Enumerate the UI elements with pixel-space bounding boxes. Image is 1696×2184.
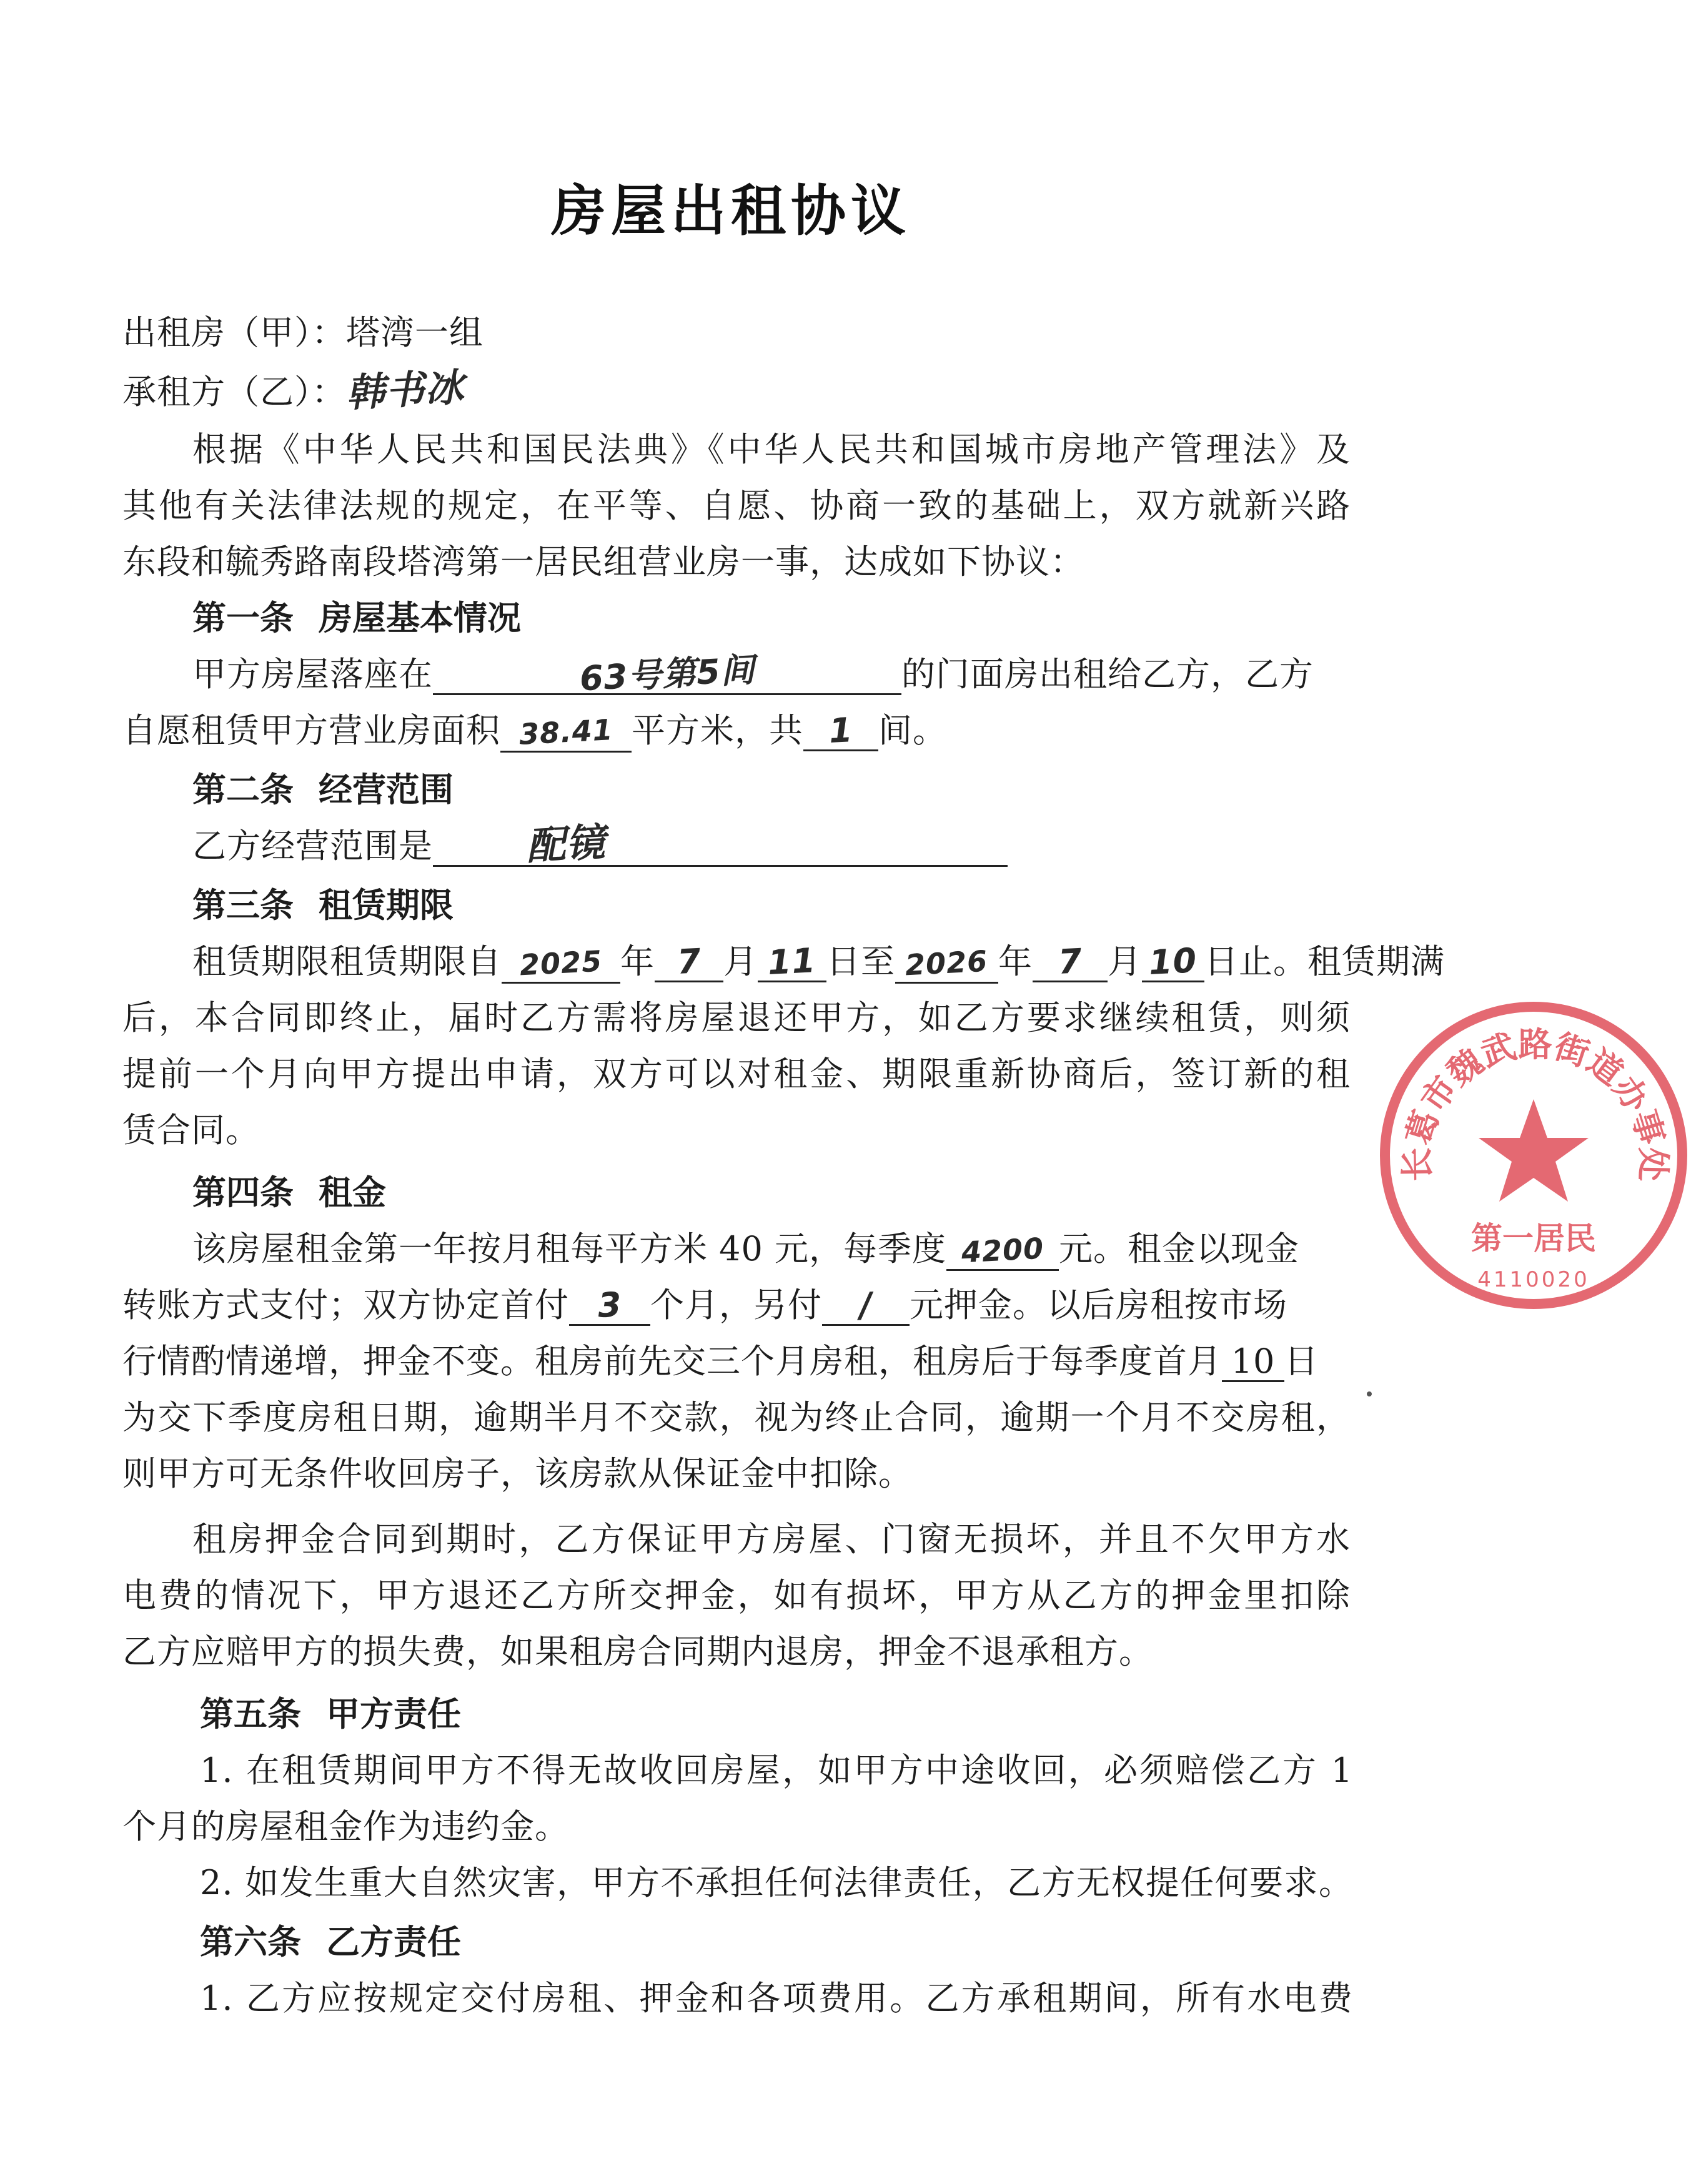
first-payment-label: 转账方式支付；双方协定首付 <box>122 1285 569 1325</box>
intro-line-3: 东段和毓秀路南段塔湾第一居民组营业房一事，达成如下协议： <box>122 542 1084 581</box>
lessee-line <box>122 364 465 416</box>
article-4-line-5: 则甲方可无条件收回房子，该房款从保证金中扣除。 <box>122 1454 913 1493</box>
article-3-line-3: 提前一个月向甲方提出申请，双方可以对租金、期限重新协商后，签订新的租 <box>122 1054 1351 1094</box>
rent-payment-text: 元。租金以现金 <box>1059 1229 1300 1268</box>
article-5-item-2: 2. 如发生重大自然灾害，甲方不承担任何法律责任，乙方无权提任何要求。 <box>200 1863 1353 1902</box>
lessor-line <box>122 311 484 355</box>
lessor-value: 塔湾一组 <box>346 313 484 352</box>
start-day-field <box>758 943 826 982</box>
article-4-title: 租金 <box>319 1173 386 1212</box>
lessee-signature: 韩书冰 <box>345 364 465 416</box>
article-6-number: 第六条 <box>200 1922 301 1962</box>
start-month-value: 7 <box>676 941 702 982</box>
article-5-title: 甲方责任 <box>326 1694 461 1734</box>
business-scope-value: 配镜 <box>525 819 607 869</box>
end-month-field <box>1033 943 1108 982</box>
article-5-number: 第五条 <box>200 1694 301 1734</box>
stray-mark <box>1367 1391 1372 1396</box>
article-3-number: 第三条 <box>192 886 294 925</box>
deposit-value: / <box>858 1285 873 1325</box>
term-label: 租赁期限租赁期限自 <box>192 942 502 981</box>
article-5-item-1-line-2: 个月的房屋租金作为违约金。 <box>122 1807 569 1846</box>
start-month-unit: 月 <box>723 942 758 981</box>
seal-code: 4110020 <box>1477 1267 1590 1292</box>
start-year-unit: 年 <box>620 942 655 981</box>
article-1-title: 房屋基本情况 <box>319 598 521 638</box>
article-2-title: 经营范围 <box>319 770 454 809</box>
business-scope-label: 乙方经营范围是 <box>192 826 433 866</box>
article-1-line-2 <box>122 709 947 753</box>
article-1-text-post: 的门面房出租给乙方，乙方 <box>901 655 1314 694</box>
pay-day-label: 行情酌情递增，押金不变。租房前先交三个月房租，租房后于每季度首月 <box>122 1342 1222 1381</box>
article-6-title: 乙方责任 <box>326 1922 461 1962</box>
article-3-title: 租赁期限 <box>319 886 454 925</box>
pay-day-field <box>1222 1343 1284 1382</box>
article-4-heading <box>192 1171 386 1215</box>
article-4-line-4: 为交下季度房租日期，逾期半月不交款，视为终止合同，逾期一个月不交房租， <box>122 1398 1351 1437</box>
deposit-text: 元押金。以后房租按市场 <box>910 1285 1287 1325</box>
rent-label: 该房屋租金第一年按月租每平方米 40 元，每季度 <box>192 1229 947 1268</box>
article-6-item-1-line-1: 1. 乙方应按规定交付房租、押金和各项费用。乙方承租期间，所有水电费 <box>200 1979 1353 2018</box>
article-4-line-3 <box>122 1340 1319 1383</box>
end-month-unit: 月 <box>1108 942 1142 981</box>
seal-ring-text: 长葛市魏武路街道办事处 <box>1397 1024 1673 1182</box>
end-month-value: 7 <box>1057 941 1083 982</box>
article-3-heading <box>192 884 454 927</box>
article-2-number: 第二条 <box>192 770 294 809</box>
pay-day-value: 10 <box>1231 1342 1276 1381</box>
first-months-field <box>569 1287 650 1326</box>
article-4-para2-line-2: 电费的情况下，甲方退还乙方所交押金，如有损坏，甲方从乙方的押金里扣除 <box>122 1576 1351 1615</box>
first-months-value: 3 <box>597 1285 623 1325</box>
article-3-line-2: 后，本合同即终止，届时乙方需将房屋退还甲方，如乙方要求继续租赁，则须 <box>122 998 1351 1037</box>
end-year-unit: 年 <box>998 942 1033 981</box>
official-seal <box>1371 993 1696 1318</box>
intro-line-2: 其他有关法律法规的规定，在平等、自愿、协商一致的基础上，双方就新兴路 <box>122 486 1351 525</box>
area-value: 38.41 <box>518 713 614 751</box>
end-year-value: 2026 <box>905 944 989 982</box>
end-day-field <box>1142 943 1204 982</box>
term-to: 日至 <box>826 942 895 981</box>
location-value: 63号第5间 <box>578 650 756 699</box>
start-year-value: 2025 <box>518 944 603 982</box>
business-scope-field <box>433 819 1008 869</box>
deposit-field <box>822 1287 910 1326</box>
end-year-field <box>895 943 998 984</box>
article-4-number: 第四条 <box>192 1173 294 1212</box>
deposit-label: 个月，另付 <box>650 1285 822 1325</box>
quarter-rent-field <box>946 1230 1059 1271</box>
article-4-para2-line-1: 租房押金合同到期时，乙方保证甲方房屋、门窗无损坏，并且不欠甲方水 <box>192 1519 1351 1559</box>
seal-star-icon <box>1479 1099 1589 1202</box>
article-4-para2-line-3: 乙方应赔甲方的损失费，如果租房合同期内退房，押金不退承租方。 <box>122 1632 1153 1671</box>
article-5-item-1-line-1: 1. 在租赁期间甲方不得无故收回房屋，如甲方中途收回，必须赔偿乙方 1 <box>200 1751 1353 1790</box>
area-field <box>500 712 632 753</box>
pay-day-unit: 日 <box>1284 1342 1319 1381</box>
room-count-unit: 间。 <box>878 711 947 750</box>
location-field <box>433 650 901 699</box>
area-unit: 平方米，共 <box>632 711 803 750</box>
article-4-line-1 <box>192 1227 1299 1271</box>
intro-line-1: 根据《中华人民共和国民法典》《中华人民共和国城市房地产管理法》及 <box>192 430 1351 469</box>
article-1-heading <box>192 596 521 640</box>
article-3-line-1 <box>192 940 1445 984</box>
article-5-heading <box>200 1692 461 1736</box>
article-4-line-2 <box>122 1283 1287 1327</box>
article-1-line-1 <box>192 650 1314 699</box>
article-1-text-pre: 甲方房屋落座在 <box>192 655 433 694</box>
area-label: 自愿租赁甲方营业房面积 <box>122 711 500 750</box>
article-2-line-1 <box>192 819 1008 869</box>
lessee-label: 承租方（乙）： <box>122 372 346 412</box>
term-end-text: 日止。租赁期满 <box>1204 942 1445 981</box>
room-count-field <box>803 712 878 751</box>
lessor-label: 出租房（甲）： <box>122 313 346 352</box>
seal-bottom-text: 第一居民 <box>1471 1220 1596 1257</box>
start-day-value: 11 <box>766 941 818 982</box>
document-title: 房屋出租协议 <box>550 179 911 243</box>
quarter-rent-value: 4200 <box>960 1231 1045 1270</box>
article-1-number: 第一条 <box>192 598 294 638</box>
start-year-field <box>502 943 620 984</box>
end-day-value: 10 <box>1148 941 1199 982</box>
article-6-heading <box>200 1920 461 1964</box>
article-2-heading <box>192 768 454 812</box>
start-month-field <box>655 943 723 982</box>
room-count-value: 1 <box>828 710 854 751</box>
article-3-line-4: 赁合同。 <box>122 1110 260 1150</box>
